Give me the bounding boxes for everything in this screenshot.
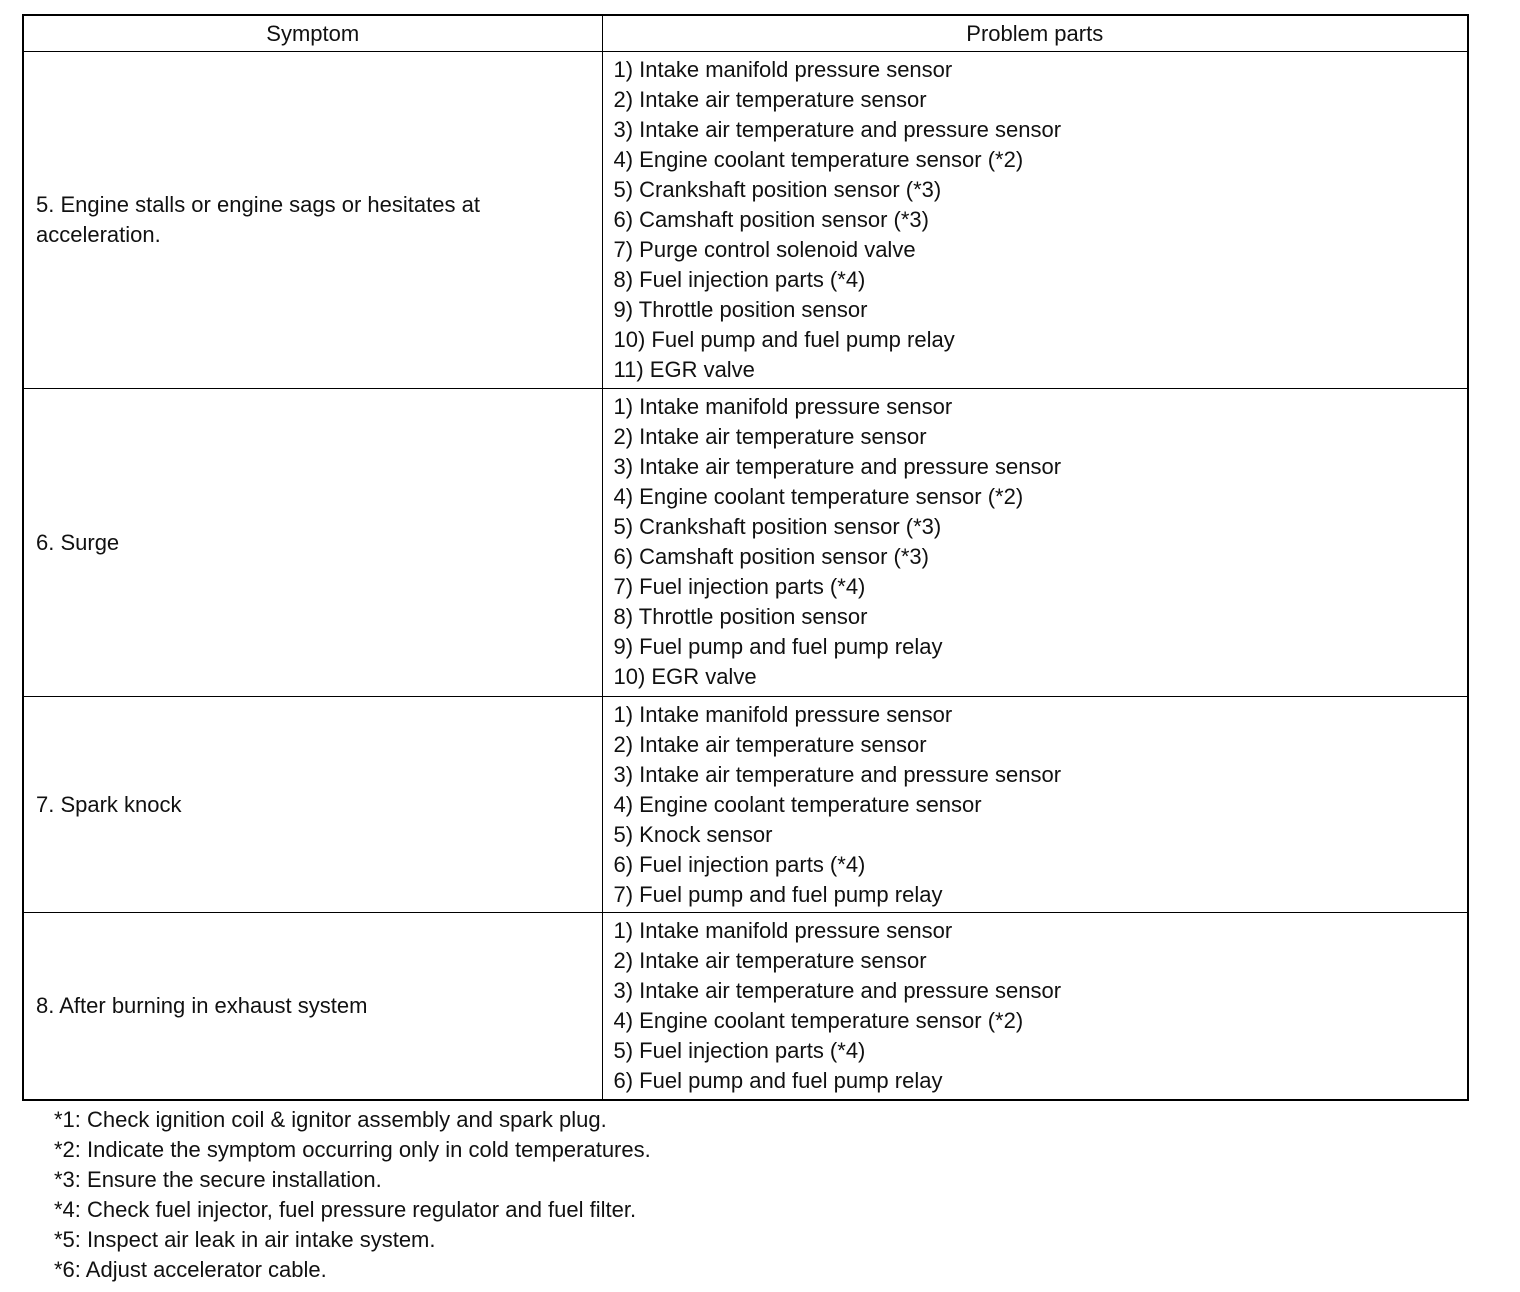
symptom-cell: 6. Surge	[23, 389, 602, 697]
symptom-cell: 8. After burning in exhaust system	[23, 913, 602, 1100]
table-header-row	[23, 15, 1468, 52]
problem-parts-cell	[602, 52, 1468, 389]
table-row	[23, 389, 1468, 697]
problem-part-item: 6) Camshaft position sensor (*3)	[613, 544, 929, 569]
problem-part-item: 6) Fuel pump and fuel pump relay	[613, 1068, 943, 1093]
problem-part-item: 10) EGR valve	[613, 664, 757, 689]
problem-part-item: 4) Engine coolant temperature sensor (*2)	[613, 147, 1024, 172]
table-body	[23, 52, 1468, 1100]
problem-part-item: 2) Intake air temperature sensor	[613, 87, 927, 112]
footnotes	[54, 1105, 651, 1285]
table-row	[23, 52, 1468, 389]
problem-part-item: 3) Intake air temperature and pressure sensor	[613, 978, 1062, 1003]
header-symptom: Symptom	[23, 15, 602, 52]
problem-part-item: 9) Fuel pump and fuel pump relay	[613, 634, 943, 659]
problem-part-item: 5) Crankshaft position sensor (*3)	[613, 177, 942, 202]
problem-part-item: 2) Intake air temperature sensor	[613, 948, 927, 973]
symptom-table	[22, 14, 1469, 1101]
problem-parts-cell	[602, 697, 1468, 913]
problem-part-item: 8) Throttle position sensor	[613, 604, 868, 629]
problem-part-item: 1) Intake manifold pressure sensor	[613, 57, 953, 82]
problem-part-item: 1) Intake manifold pressure sensor	[613, 918, 953, 943]
footnote: *1: Check ignition coil & ignitor assembly and spark plug.	[54, 1107, 607, 1132]
symptom-cell: 7. Spark knock	[23, 697, 602, 913]
problem-part-item: 3) Intake air temperature and pressure sensor	[613, 117, 1062, 142]
table-row	[23, 913, 1468, 1100]
problem-part-item: 5) Knock sensor	[613, 822, 773, 847]
problem-part-item: 4) Engine coolant temperature sensor (*2)	[613, 1008, 1024, 1033]
problem-part-item: 9) Throttle position sensor	[613, 297, 868, 322]
problem-parts-cell	[602, 389, 1468, 697]
problem-part-item: 7) Fuel injection parts (*4)	[613, 574, 866, 599]
problem-part-item: 4) Engine coolant temperature sensor	[613, 792, 982, 817]
symptom-cell: 5. Engine stalls or engine sags or hesitates at acceleration.	[23, 52, 602, 389]
problem-part-item: 7) Fuel pump and fuel pump relay	[613, 882, 943, 907]
problem-part-item: 5) Fuel injection parts (*4)	[613, 1038, 866, 1063]
problem-part-item: 2) Intake air temperature sensor	[613, 732, 927, 757]
problem-part-item: 7) Purge control solenoid valve	[613, 237, 916, 262]
problem-parts-cell	[602, 913, 1468, 1100]
footnote: *3: Ensure the secure installation.	[54, 1167, 382, 1192]
problem-part-item: 10) Fuel pump and fuel pump relay	[613, 327, 955, 352]
table-row	[23, 697, 1468, 913]
footnote: *2: Indicate the symptom occurring only in cold temperatures.	[54, 1137, 651, 1162]
problem-part-item: 3) Intake air temperature and pressure sensor	[613, 454, 1062, 479]
problem-part-item: 8) Fuel injection parts (*4)	[613, 267, 866, 292]
problem-part-item: 4) Engine coolant temperature sensor (*2)	[613, 484, 1024, 509]
footnote: *4: Check fuel injector, fuel pressure regulator and fuel filter.	[54, 1197, 637, 1222]
problem-part-item: 2) Intake air temperature sensor	[613, 424, 927, 449]
problem-part-item: 3) Intake air temperature and pressure sensor	[613, 762, 1062, 787]
problem-part-item: 1) Intake manifold pressure sensor	[613, 394, 953, 419]
problem-part-item: 11) EGR valve	[613, 357, 755, 382]
problem-part-item: 5) Crankshaft position sensor (*3)	[613, 514, 942, 539]
problem-part-item: 6) Camshaft position sensor (*3)	[613, 207, 929, 232]
problem-part-item: 6) Fuel injection parts (*4)	[613, 852, 866, 877]
footnote: *6: Adjust accelerator cable.	[54, 1257, 327, 1282]
footnote: *5: Inspect air leak in air intake system.	[54, 1227, 436, 1252]
header-problem-parts: Problem parts	[602, 15, 1468, 52]
problem-part-item: 1) Intake manifold pressure sensor	[613, 702, 953, 727]
